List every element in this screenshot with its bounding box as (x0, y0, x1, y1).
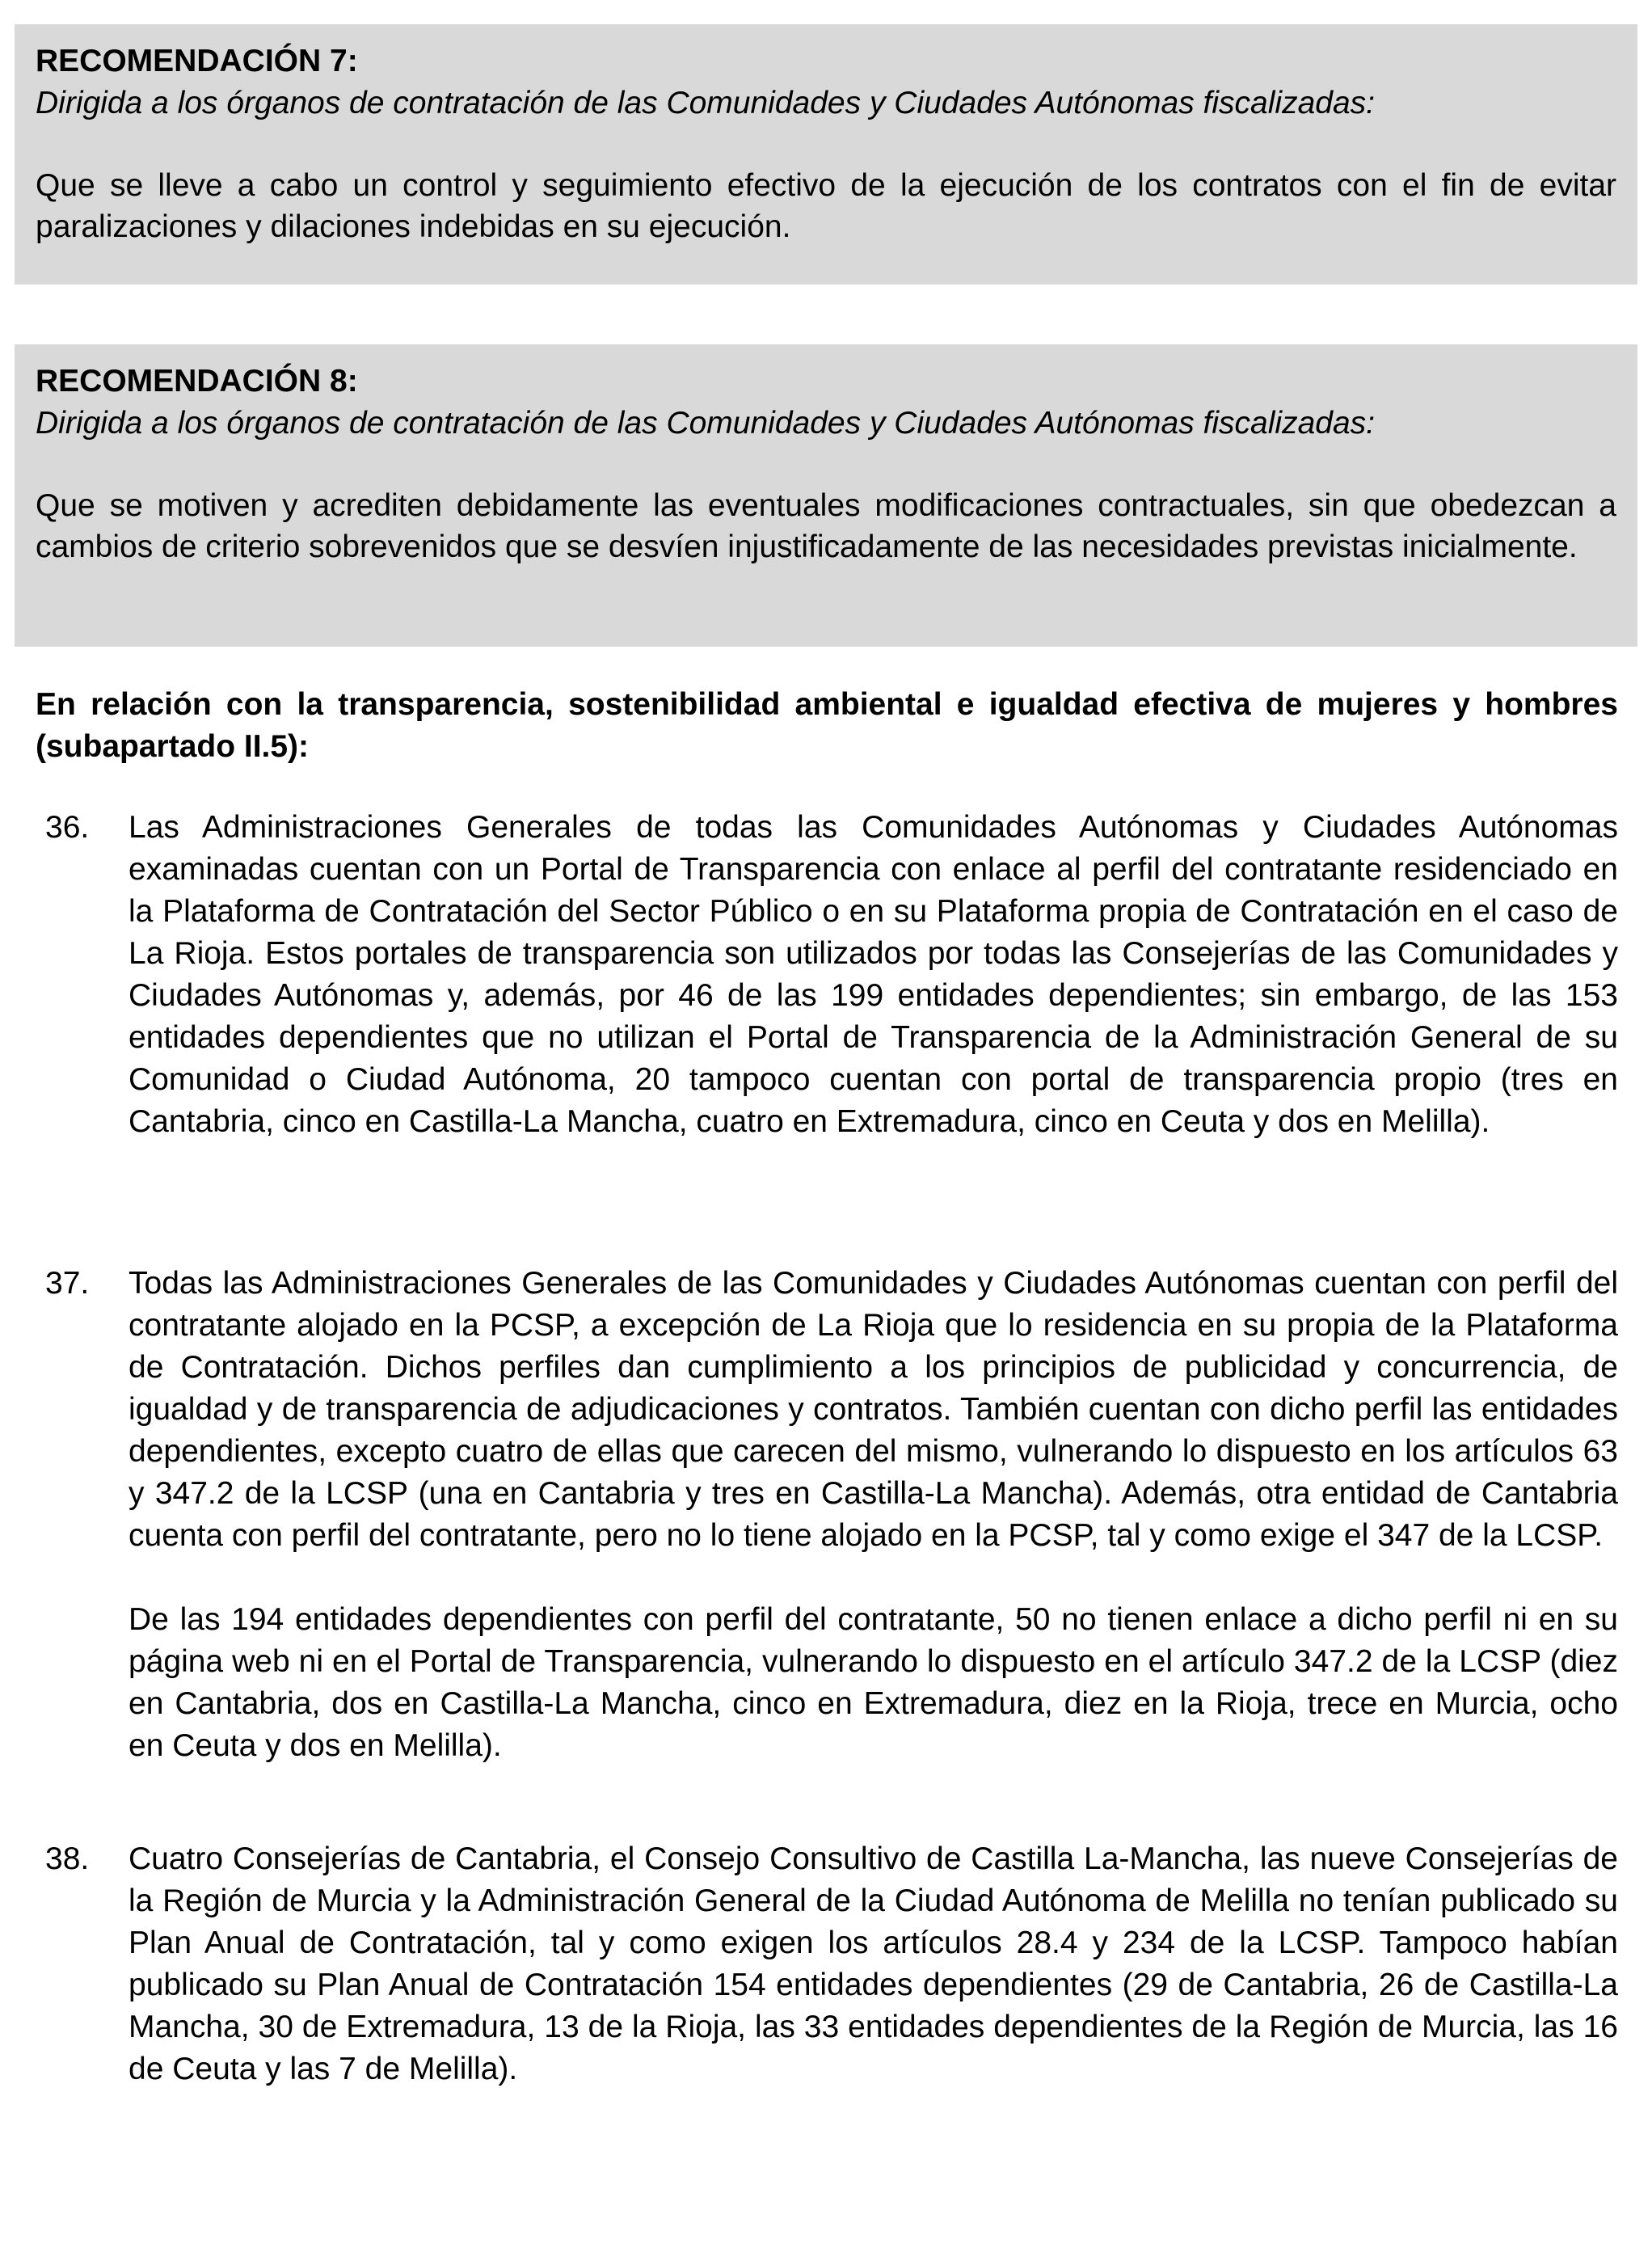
recommendation-7-text: Que se lleve a cabo un control y seguimiento efectivo de la ejecución de los contratos con el fin de evitar paralizaciones y dilaciones indebidas en su ejecución. (36, 168, 1616, 244)
item-number: 37. (45, 1266, 90, 1301)
item-number: 38. (45, 1841, 90, 1876)
item-body (129, 1263, 1618, 1767)
recommendation-8-title: RECOMENDACIÓN 8: (36, 364, 358, 399)
recommendation-8-box (15, 344, 1637, 647)
item-body (129, 807, 1618, 1143)
recommendation-8-subtitle: Dirigida a los órganos de contratación de las Comunidades y Ciudades Autónomas fiscalizadas: (36, 406, 1375, 441)
item-body (129, 1838, 1618, 2090)
recommendation-8-text: Que se motiven y acrediten debidamente las eventuales modificaciones contractuales, sin que obedezcan a cambios de criterio sobrevenidos que se desvíen injustificadamente de las necesidades previstas inicialmente. (36, 488, 1616, 564)
recommendation-7-subtitle: Dirigida a los órganos de contratación de las Comunidades y Ciudades Autónomas fiscalizadas: (36, 86, 1375, 120)
section-heading: En relación con la transparencia, sostenibilidad ambiental e igualdad efectiva de mujeres y hombres (subapartado II.5): (36, 687, 1618, 764)
item-number: 36. (45, 810, 90, 845)
item-paragraph: De las 194 entidades dependientes con perfil del contratante, 50 no tienen enlace a dicho perfil ni en su página web ni en el Portal de Transparencia, vulnerando lo dispuesto en el artículo 347.2 de la LCSP (diez en Cantabria, dos en Castilla-La Mancha, cinco en Extremadura, diez en la Rioja, trece en Murcia, ocho en Ceuta y dos en Melilla). (129, 1602, 1618, 1763)
item-paragraph: Las Administraciones Generales de todas las Comunidades Autónomas y Ciudades Autónomas examinadas cuentan con un Portal de Transparencia con enlace al perfil del contratante residenciado en la Plataforma de Contratación del Sector Público o en su Plataforma propia de Contratación en el caso de La Rioja. Estos portales de transparencia son utilizados por todas las Consejerías de las Comunidades y Ciudades Autónomas y, además, por 46 de las 199 entidades dependientes; sin embargo, de las 153 entidades dependientes que no utilizan el Portal de Transparencia de la Administración General de su Comunidad o Ciudad Autónoma, 20 tampoco cuentan con portal de transparencia propio (tres en Cantabria, cinco en Castilla-La Mancha, cuatro en Extremadura, cinco en Ceuta y dos en Melilla). (129, 810, 1618, 1139)
item-paragraph: Cuatro Consejerías de Cantabria, el Consejo Consultivo de Castilla La-Mancha, las nueve Consejerías de la Región de Murcia y la Administración General de la Ciudad Autónoma de Melilla no tenían publicado su Plan Anual de Contratación, tal y como exigen los artículos 28.4 y 234 de la LCSP. Tampoco habían publicado su Plan Anual de Contratación 154 entidades dependientes (29 de Cantabria, 26 de Castilla-La Mancha, 30 de Extremadura, 13 de la Rioja, las 33 entidades dependientes de la Región de Murcia, las 16 de Ceuta y las 7 de Melilla). (129, 1841, 1618, 2086)
recommendation-7-box (15, 24, 1637, 285)
recommendation-7-title: RECOMENDACIÓN 7: (36, 44, 358, 78)
item-paragraph: Todas las Administraciones Generales de las Comunidades y Ciudades Autónomas cuentan con perfil del contratante alojado en la PCSP, a excepción de La Rioja que lo residencia en su propia de la Plataforma de Contratación. Dichos perfiles dan cumplimiento a los principios de publicidad y concurrencia, de igualdad y de transparencia de adjudicaciones y contratos. También cuentan con dicho perfil las entidades dependientes, excepto cuatro de ellas que carecen del mismo, vulnerando lo dispuesto en los artículos 63 y 347.2 de la LCSP (una en Cantabria y tres en Castilla-La Mancha). Además, otra entidad de Cantabria cuenta con perfil del contratante, pero no lo tiene alojado en la PCSP, tal y como exige el 347 de la LCSP. (129, 1266, 1618, 1553)
